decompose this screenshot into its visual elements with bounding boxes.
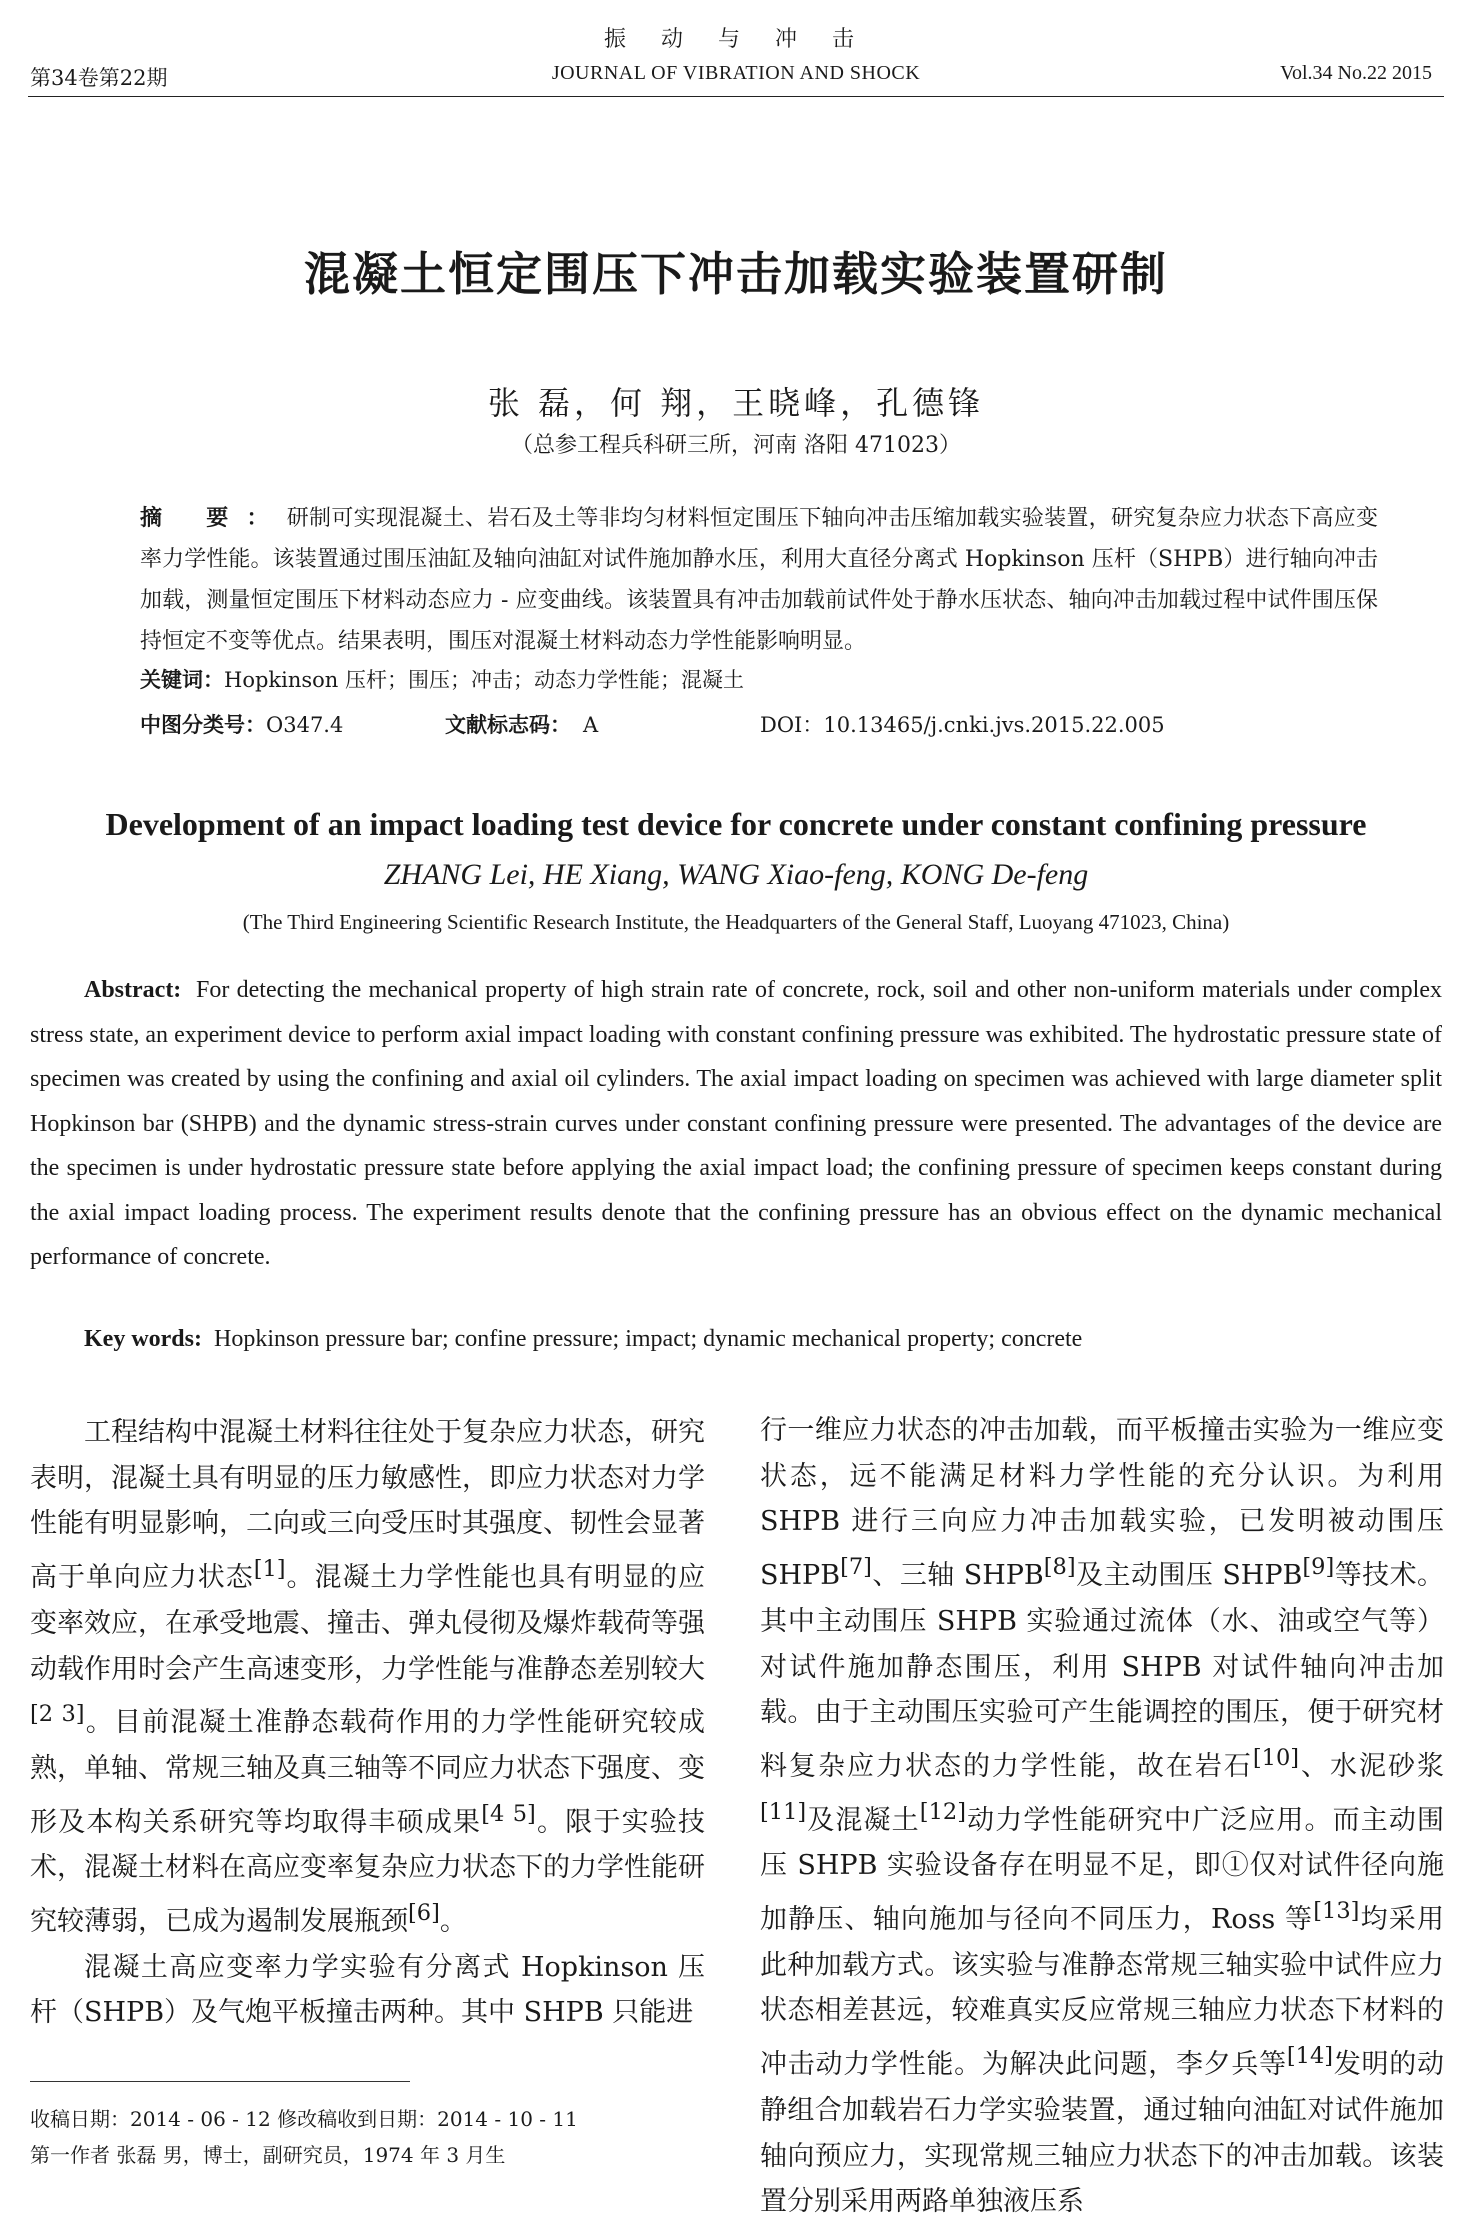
- footnote-received: 收稿日期：2014 - 06 - 12 修改稿收到日期：2014 - 10 - 11: [30, 2107, 578, 2131]
- keywords-en-label: Key words:: [84, 1326, 202, 1352]
- body-text: 动力学性能研究中广泛应用。而主动围压 SHPB 实验设备存在明显不足，即①仅对试件径向施加静压、轴向施加与径向不同压力，Ross 等: [760, 1804, 1445, 1936]
- abstract-cn-text: 研制可实现混凝土、岩石及土等非均匀材料恒定围压下轴向冲击压缩加载实验装置，研究复杂应力状态下高应变率力学性能。该装置通过围压油缸及轴向油缸对试件施加静水压，利用大直径分离式 Hopkinson 压杆（SHPB）进行轴向冲击加载，测量恒定围压下材料动态应力 - 应变曲线。该装置具有冲击加载前试件处于静水压状态、轴向冲击加载过程中试件围压保持恒定不变等优点。结果表明，围压对混凝土材料动态力学性能影响明显。: [140, 506, 1378, 654]
- body-text: 及混凝土: [806, 1804, 920, 1836]
- footnote-author: 第一作者 张磊 男，博士，副研究员，1974 年 3 月生: [30, 2143, 506, 2167]
- citation[interactable]: [10]: [1252, 1744, 1300, 1771]
- body-text: 。: [439, 1906, 467, 1938]
- clc-label: 中图分类号：: [140, 712, 266, 737]
- body-text: 。混凝土力学性能也具有明显的应变率效应，在承受地震、撞击、弹丸侵彻及爆炸载荷等强动载作用时会产生高速变形，力学性能与准静态差别较大: [30, 1562, 706, 1685]
- clc-value: O347.4: [266, 713, 344, 737]
- paper-title-cn: 混凝土恒定围压下冲击加载实验装置研制: [304, 247, 1168, 301]
- body-text: 工程结构中混凝土材料往往处于复杂应力状态，研究表明，混凝土具有明显的压力敏感性，即应力状态对力学性能有明显影响，二向或三向受压时其强度、韧性会显著高于单向应力状态: [30, 1417, 705, 1594]
- abstract-en: [30, 968, 1442, 1280]
- keywords-en: [84, 1326, 1442, 1353]
- doi[interactable]: DOI：10.13465/j.cnki.jvs.2015.22.005: [760, 713, 1165, 737]
- body-column-right: [760, 1408, 1444, 2225]
- body-text: 及主动围压 SHPB: [1075, 1560, 1303, 1592]
- doc-code-field: [445, 709, 598, 739]
- citation[interactable]: [9]: [1302, 1554, 1335, 1581]
- keywords-cn-label: 关键词：: [140, 667, 224, 692]
- clc-field: [140, 709, 343, 739]
- abstract-cn-label: 摘 要：: [140, 505, 287, 531]
- authors-en: ZHANG Lei, HE Xiang, WANG Xiao-feng, KONG De-feng: [383, 858, 1089, 891]
- body-paragraph: [30, 1410, 705, 1945]
- doc-code-label: 文献标志码：: [445, 712, 571, 737]
- body-column-left: [30, 1410, 705, 2036]
- citation[interactable]: [13]: [1313, 1898, 1360, 1925]
- abstract-en-label: Abstract:: [84, 977, 182, 1003]
- citation[interactable]: [1]: [253, 1556, 286, 1583]
- citation[interactable]: [6]: [408, 1900, 440, 1927]
- keywords-cn-text: Hopkinson 压杆；围压；冲击；动态力学性能；混凝土: [224, 668, 744, 692]
- body-text: 、水泥砂浆: [1299, 1750, 1445, 1782]
- citation[interactable]: [11]: [760, 1798, 807, 1825]
- body-paragraph: 混凝土高应变率力学实验有分离式 Hopkinson 压杆（SHPB）及气炮平板撞击两种。其中 SHPB 只能进: [30, 1951, 705, 2029]
- footnote-rule: [30, 2081, 410, 2082]
- paper-title-en: Development of an impact loading test device for concrete under constant confining pressure: [105, 806, 1367, 842]
- keywords-en-text: Hopkinson pressure bar; confine pressure; impact; dynamic mechanical property; concrete: [213, 1326, 1083, 1352]
- body-text: 行一维应力状态的冲击加载，而平板撞击实验为一维应变状态，远不能满足材料力学性能的充分认识。为利用 SHPB 进行三向应力冲击加载实验，已发明被动围压 SHPB: [760, 1415, 1444, 1592]
- body-text: 。限于实验技术，混凝土材料在高应变率复杂应力状态下的力学性能研究较薄弱，已成为遏制发展瓶颈: [30, 1806, 706, 1938]
- citation[interactable]: [7]: [840, 1554, 872, 1581]
- journal-name-en: JOURNAL OF VIBRATION AND SHOCK: [551, 62, 921, 84]
- abstract-en-text: For detecting the mechanical property of high strain rate of concrete, rock, soil and other non-uniform materials under complex stress state, an experiment device to perform axial impact loading with constant confining pressure was exhibited. The hydrostatic pressure state of specimen was created by using the confining and axial oil cylinders. The axial impact loading on specimen was achieved with large diameter split Hopkinson bar (SHPB) and the dynamic stress-strain curves under constant confining pressure were presented. The advantages of the device are the specimen is under hydrostatic pressure state before applying the axial impact load; the confining pressure of specimen keeps constant during the axial impact loading process. The experiment results denote that the confining pressure has an obvious effect on the dynamic mechanical performance of concrete.: [30, 977, 1443, 1270]
- citation[interactable]: [12]: [919, 1798, 966, 1825]
- header-rule: [28, 96, 1444, 97]
- body-text: 等技术。其中主动围压 SHPB 实验通过流体（水、油或空气等）对试件施加静态围压，利用 SHPB 对试件轴向冲击加载。由于主动围压实验可产生能调控的围压，便于研究材料复杂应力状态的力学性能，故在岩石: [760, 1560, 1445, 1782]
- citation[interactable]: [8]: [1043, 1554, 1076, 1581]
- body-text: 发明的动静组合加载岩石力学实验装置，通过轴向油缸对试件施加轴向预应力，实现常规三轴应力状态下的冲击加载。该装置分别采用两路单独液压系: [760, 2049, 1445, 2218]
- keywords-cn: [140, 664, 1378, 694]
- issue-cn: 第34卷第22期: [30, 66, 168, 90]
- affiliation-cn: （总参工程兵科研三所，河南 洛阳 471023）: [511, 433, 961, 458]
- authors-cn: 张 磊，何 翔，王晓峰，孔德锋: [487, 384, 985, 422]
- affiliation-en: (The Third Engineering Scientific Research Institute, the Headquarters of the General Staff, Luoyang 471023, China): [242, 910, 1230, 934]
- citation[interactable]: [4 5]: [481, 1800, 536, 1827]
- body-text: 均采用此种加载方式。该实验与准静态常规三轴实验中试件应力状态相差甚远，较难真实反应常规三轴应力状态下材料的冲击动力学性能。为解决此问题，李夕兵等: [760, 1904, 1444, 2081]
- body-text: 。目前混凝土准静态载荷作用的力学性能研究较成熟，单轴、常规三轴及真三轴等不同应力状态下强度、变形及本构关系研究等均取得丰硕成果: [30, 1707, 705, 1838]
- citation[interactable]: [14]: [1286, 2043, 1334, 2070]
- journal-name-cn: 振 动 与 冲 击: [604, 27, 868, 52]
- body-paragraph: [760, 1408, 1444, 2225]
- citation[interactable]: [2 3]: [30, 1701, 85, 1728]
- abstract-cn: [140, 498, 1378, 662]
- body-text: 、三轴 SHPB: [871, 1560, 1044, 1592]
- issue-en: Vol.34 No.22 2015: [1280, 62, 1432, 84]
- doc-code-value: A: [583, 713, 599, 737]
